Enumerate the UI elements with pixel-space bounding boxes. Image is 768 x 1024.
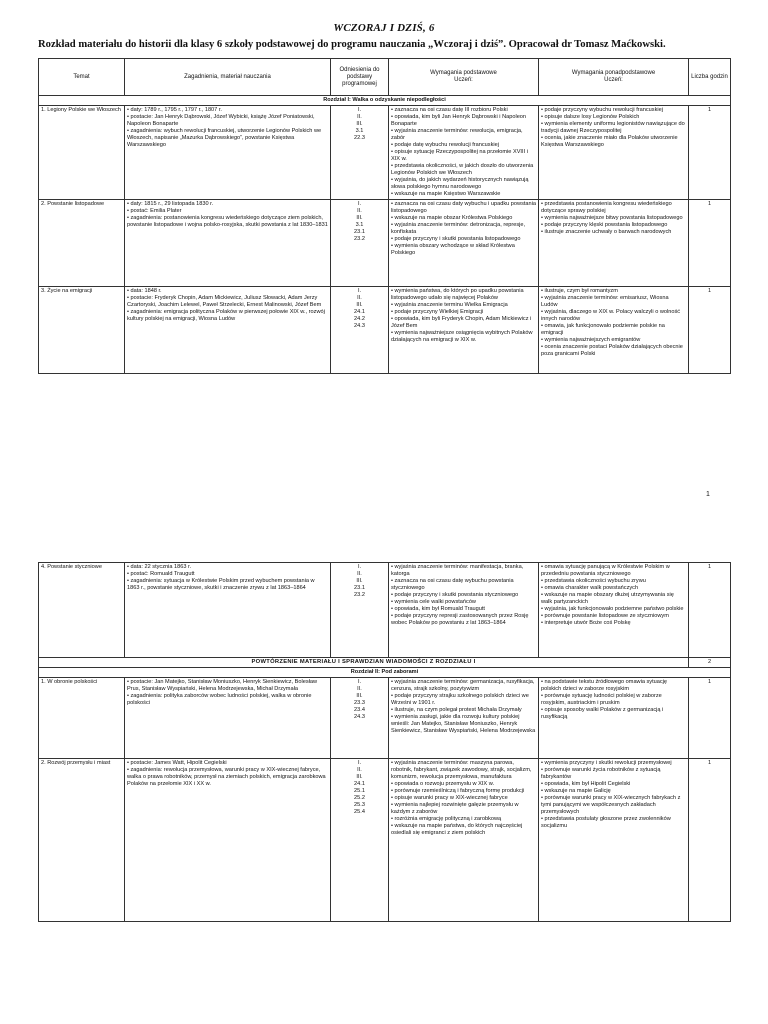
hours-cell: 1 xyxy=(689,678,731,759)
curriculum-ref: 23.4 xyxy=(354,707,365,713)
table-row xyxy=(39,200,731,287)
content-cell xyxy=(125,759,331,922)
table-row xyxy=(39,106,731,200)
curriculum-ref: I. xyxy=(357,679,362,685)
content-cell xyxy=(125,200,331,287)
curriculum-ref: 3.1 xyxy=(355,222,364,228)
hours-cell: 1 xyxy=(689,200,731,287)
requirement-line: • ocenia, jakie znaczenie miało dla Polaków utworzenie Księstwa Warszawskiego xyxy=(541,135,678,148)
content-line: • zagadnienia: emigracja polityczna Polaków w pierwszej połowie XIX w., rozwój kultury polskiej na emigracji, Wiosna Ludów xyxy=(127,309,325,322)
extended-requirements-cell xyxy=(539,287,689,374)
curriculum-ref: 25.4 xyxy=(354,809,365,815)
content-line: • daty: 1815 r., 29 listopada 1830 r. xyxy=(127,201,214,207)
requirement-line: • ocenia znaczenie postaci Polaków działających obecnie poza granicami Polski xyxy=(541,344,683,357)
topic-cell: 4. Powstanie styczniowe xyxy=(39,563,125,658)
curriculum-ref-cell xyxy=(331,678,389,759)
curriculum-ref: 3.1 xyxy=(355,128,364,134)
curriculum-ref: I. xyxy=(357,760,362,766)
requirement-line: • zaznacza na osi czasu datę III rozbioru Polski xyxy=(391,107,508,113)
requirement-line: • wymienia najważniejsze osiągnięcia wybitnych Polaków działających na emigracji w XIX w. xyxy=(391,330,533,343)
extended-requirements-cell xyxy=(539,759,689,922)
requirement-line: • wymienia obszary wchodzące w skład Królestwa Polskiego xyxy=(391,243,515,256)
table-row xyxy=(39,287,731,374)
requirement-line: • omawia, jak funkcjonowało podziemie polskie na emigracji xyxy=(541,323,665,336)
curriculum-ref: 23.1 xyxy=(354,585,365,591)
content-line: • daty: 1789 r., 1795 r., 1797 r., 1807 r. xyxy=(127,107,222,113)
requirement-line: • wyjaśnia znaczenie terminów: maszyna parowa, robotnik, fabrykant, związek zawodowy, strajk, socjalizm, komunizm, rewolucja przemysłowa, manufaktura xyxy=(391,760,532,780)
syllabus-table-page-2 xyxy=(38,562,731,922)
header-liczba: Liczba godzin xyxy=(689,59,731,96)
requirement-line: • porównuje rzemieślniczą i fabryczną formę produkcji xyxy=(391,788,525,794)
requirement-line: • wskazuje na mapie państwa, do których najczęściej osiedlali się emigranci z ziem polskich xyxy=(391,823,523,836)
curriculum-ref: 23.2 xyxy=(354,236,365,242)
requirement-line: • wymienia przyczyny i skutki rewolucji przemysłowej xyxy=(541,760,672,766)
content-cell xyxy=(125,287,331,374)
header-podstawowe xyxy=(389,59,539,96)
curriculum-ref-cell xyxy=(331,200,389,287)
requirement-line: • wymienia cele walki powstańców xyxy=(391,599,476,605)
requirement-line: • rozróżnia emigrację polityczną i zarobkową xyxy=(391,816,502,822)
curriculum-ref-cell xyxy=(331,287,389,374)
section-row xyxy=(39,96,731,106)
curriculum-ref: 23.3 xyxy=(354,700,365,706)
content-cell xyxy=(125,106,331,200)
content-line: • postacie: Fryderyk Chopin, Adam Mickiewicz, Juliusz Słowacki, Adam Jerzy Czartoryski, Joachim Lelewel, Paweł Strzelecki, Ernest Malinowski, Józef Bem xyxy=(127,295,322,308)
requirement-line: • opisuje dalsze losy Legionów Polskich xyxy=(541,114,640,120)
requirement-line: • podaje przyczyny i skutki powstania listopadowego xyxy=(391,236,521,242)
table-header-row xyxy=(39,59,731,96)
curriculum-ref-cell xyxy=(331,563,389,658)
requirement-line: • przedstawia postanowienia kongresu wiedeńskiego dotyczące sprawy polskiej xyxy=(541,201,672,214)
requirement-line: • wyjaśnia znaczenie terminów: manifestacja, branka, katorga xyxy=(391,564,524,577)
curriculum-ref: 24.2 xyxy=(354,316,365,322)
basic-requirements-cell xyxy=(389,200,539,287)
requirement-line: • porównuje warunki pracy w XIX-wiecznych fabrykach z tymi panującymi we współczesnych zakładach przemysłowych xyxy=(541,795,681,815)
requirement-line: • porównuje sytuację ludności polskiej w zaborze rosyjskim, austriackim i pruskim xyxy=(541,693,662,706)
summary-row xyxy=(39,658,731,668)
topic-cell: 3. Życie na emigracji xyxy=(39,287,125,374)
header-ponadpodstawowe xyxy=(539,59,689,96)
requirement-line: • opowiada, kim byli Jan Henryk Dąbrowski i Napoleon Bonaparte xyxy=(391,114,527,127)
section-powtorzenie: POWTÓRZENIE MATERIAŁU I SPRAWDZIAN WIADOMOŚCI Z ROZDZIAŁU I xyxy=(39,658,689,668)
curriculum-ref: II. xyxy=(357,767,362,773)
requirement-line: • zaznacza na osi czasu datę wybuchu powstania styczniowego xyxy=(391,578,514,591)
curriculum-ref: 24.1 xyxy=(354,781,365,787)
requirement-line: • podaje przyczyny i skutki powstania styczniowego xyxy=(391,592,519,598)
requirement-line: • wymienia najważniejsze bitwy powstania listopadowego xyxy=(541,215,683,221)
syllabus-table-page-1 xyxy=(38,58,731,374)
requirement-line: • wyjaśnia znaczenie terminów: detronizacja, represje, konfiskata xyxy=(391,222,526,235)
requirement-line: • podaje przyczyny klęski powstania listopadowego xyxy=(541,222,668,228)
requirement-line: • opowiada, kim byli Fryderyk Chopin, Adam Mickiewicz i Józef Bem xyxy=(391,316,532,329)
requirement-line: • wymienia najważniejszych emigrantów xyxy=(541,337,641,343)
page1-rows xyxy=(39,106,731,374)
section-rozdzial-1: Rozdział I: Walka o odzyskanie niepodległości xyxy=(39,96,731,106)
requirement-line: • przedstawia okoliczności wybuchu zrywu xyxy=(541,578,646,584)
requirement-line: • podaje przyczyny represji zastosowanych przez Rosję wobec Polaków po powstaniu z lat 1863–1864 xyxy=(391,613,529,626)
requirement-line: • opowiada, kim był Romuald Traugutt xyxy=(391,606,485,612)
curriculum-ref: II. xyxy=(357,295,362,301)
curriculum-ref: III. xyxy=(356,578,363,584)
topic-cell: 2. Powstanie listopadowe xyxy=(39,200,125,287)
curriculum-ref: II. xyxy=(357,114,362,120)
section-rozdzial-2: Rozdział II: Pod zaborami xyxy=(39,668,731,678)
hours-cell: 1 xyxy=(689,563,731,658)
extended-requirements-cell xyxy=(539,563,689,658)
requirement-line: • ilustruje znaczenie uchwały o barwach narodowych xyxy=(541,229,672,235)
curriculum-ref: I. xyxy=(357,564,362,570)
page-one xyxy=(38,22,730,374)
curriculum-ref: 24.3 xyxy=(354,323,365,329)
requirement-line: • wyjaśnia znaczenie terminów: germanizacja, rusyfikacja, cenzura, strajk szkolny, pozytywizm xyxy=(391,679,535,692)
content-line: • postacie: James Watt, Hipolit Cegielski xyxy=(127,760,227,766)
requirement-line: • wyjaśnia znaczenie terminów: emisariusz, Wiosna Ludów xyxy=(541,295,669,308)
hours-cell: 1 xyxy=(689,287,731,374)
requirement-line: • podaje przyczyny wybuchu rewolucji francuskiej xyxy=(541,107,663,113)
header-zagadnienia: Zagadnienia, materiał nauczania xyxy=(125,59,331,96)
curriculum-ref: 25.3 xyxy=(354,802,365,808)
requirement-line: • podaje przyczyny strajku szkolnego polskich dzieci we Wrześni w 1901 r. xyxy=(391,693,529,706)
requirement-line: • wskazuje na mapie obszary dłużej utrzymywania się walk partyzanckich xyxy=(541,592,674,605)
content-line: • postacie: Jan Matejko, Stanisław Moniuszko, Henryk Sienkiewicz, Bolesław Prus, Stanisław Wyspiański, Helena Modrzejewska, Michał Drzymała xyxy=(127,679,318,692)
curriculum-ref: 24.1 xyxy=(354,309,365,315)
curriculum-ref: 23.2 xyxy=(354,592,365,598)
requirement-line: • interpretuje utwór Boże coś Polskę xyxy=(541,620,631,626)
basic-requirements-cell xyxy=(389,759,539,922)
header-podstawowe-line2: Uczeń: xyxy=(454,77,473,83)
curriculum-ref: III. xyxy=(356,302,363,308)
page-two xyxy=(38,562,730,922)
hours-cell: 1 xyxy=(689,759,731,922)
requirement-line: • wyjaśnia, do jakich wydarzeń historycznych nawiązują słowa polskiego hymnu narodowego xyxy=(391,177,529,190)
content-line: • zagadnienia: sytuacja w Królestwie Polskim przed wybuchem powstania w 1863 r., powstanie styczniowe, skutki i znaczenie zrywu z lat 1863–1864 xyxy=(127,578,315,591)
curriculum-ref: III. xyxy=(356,774,363,780)
requirement-line: • podaje przyczyny Wielkiej Emigracji xyxy=(391,309,484,315)
requirement-line: • zaznacza na osi czasu daty wybuchu i upadku powstania listopadowego xyxy=(391,201,536,214)
basic-requirements-cell xyxy=(389,563,539,658)
page2-rows-b xyxy=(39,678,731,922)
extended-requirements-cell xyxy=(539,106,689,200)
curriculum-ref: 23.1 xyxy=(354,229,365,235)
curriculum-ref: III. xyxy=(356,693,363,699)
requirement-line: • przedstawia okoliczności, w jakich doszło do utworzenia Legionów Polskich we Włoszech xyxy=(391,163,534,176)
header-podstawowe-line1: Wymagania podstawowe xyxy=(430,70,497,76)
curriculum-ref: 25.2 xyxy=(354,795,365,801)
content-cell xyxy=(125,563,331,658)
curriculum-ref: II. xyxy=(357,208,362,214)
requirement-line: • wymienia państwa, do których po upadku powstania listopadowego udało się najwięcej Polaków xyxy=(391,288,524,301)
content-line: • zagadnienia: postanowienia kongresu wiedeńskiego dotyczące ziem polskich, powstanie listopadowe i wojna polsko-rosyjska, skutki powstania z lat 1830–1831 xyxy=(127,215,328,228)
curriculum-ref: II. xyxy=(357,686,362,692)
requirement-line: • omawia sytuację panującą w Królestwie Polskim w przededniu powstania styczniowego xyxy=(541,564,670,577)
content-line: • zagadnienia: polityka zaborców wobec ludności polskiej, walka w obronie polskości xyxy=(127,693,312,706)
requirement-line: • opisuje warunki pracy w XIX-wiecznej fabryce xyxy=(391,795,508,801)
requirement-line: • opisuje sposoby walki Polaków z germanizacją i rusyfikacją xyxy=(541,707,664,720)
section-row xyxy=(39,668,731,678)
requirement-line: • wskazuje na mapie Księstwo Warszawskie xyxy=(391,191,501,197)
page2-rows-a xyxy=(39,563,731,658)
header-ponad-line2: Uczeń: xyxy=(604,77,623,83)
curriculum-ref: I. xyxy=(357,201,362,207)
requirement-line: • porównuje powstanie listopadowe ze styczniowym xyxy=(541,613,669,619)
content-line: • postacie: Jan Henryk Dąbrowski, Józef Wybicki, książę Józef Poniatowski, Napoleon Bonaparte xyxy=(127,114,315,127)
topic-cell: 1. Legiony Polskie we Włoszech xyxy=(39,106,125,200)
requirement-line: • wskazuje na mapie Galicję xyxy=(541,788,611,794)
extended-requirements-cell xyxy=(539,200,689,287)
curriculum-ref: 24.3 xyxy=(354,714,365,720)
content-line: • postać: Emilia Plater xyxy=(127,208,182,214)
requirement-line: • wymienia najlepiej rozwinięte gałęzie przemysłu w każdym z zaborów xyxy=(391,802,519,815)
header-ponad-line1: Wymagania ponadpodstawowe xyxy=(571,70,656,76)
requirement-line: • wymienia elementy uniformu legionistów nawiązujące do tradycji dawnej Rzeczypospolitej xyxy=(541,121,685,134)
hours-cell: 1 xyxy=(689,106,731,200)
topic-cell: 1. W obronie polskości xyxy=(39,678,125,759)
basic-requirements-cell xyxy=(389,287,539,374)
table-row xyxy=(39,563,731,658)
curriculum-ref-cell xyxy=(331,106,389,200)
requirement-line: • przedstawia postulaty głoszone przez zwolenników socjalizmu xyxy=(541,816,671,829)
requirement-line: • wymienia zasługi, jakie dla rozwoju kultury polskiej wnieśli: Jan Matejko, Stanisław Moniuszko, Henryk Sienkiewicz, Stanisław Wyspiański, Helena Modrzejewska xyxy=(391,714,536,734)
extended-requirements-cell xyxy=(539,678,689,759)
page-number: 1 xyxy=(706,491,710,498)
content-cell xyxy=(125,678,331,759)
curriculum-ref: III. xyxy=(356,121,363,127)
content-line: • postać: Romuald Traugutt xyxy=(127,571,195,577)
requirement-line: • podaje datę wybuchu rewolucji francuskiej xyxy=(391,142,499,148)
curriculum-ref-cell xyxy=(331,759,389,922)
requirement-line: • opowiada o rozwoju przemysłu w XIX w. xyxy=(391,781,495,787)
requirement-line: • porównuje warunki życia robotników z sytuacją fabrykantów xyxy=(541,767,661,780)
header-temat: Temat xyxy=(39,59,125,96)
topic-cell: 2. Rozwój przemysłu i miast xyxy=(39,759,125,922)
requirement-line: • opowiada, kim był Hipolit Cegielski xyxy=(541,781,631,787)
requirement-line: • wyjaśnia, dlaczego w XIX w. Polacy walczyli o wolność innych narodów xyxy=(541,309,681,322)
table-row xyxy=(39,678,731,759)
requirement-line: • wyjaśnia, jak funkcjonowało podziemne państwo polskie xyxy=(541,606,684,612)
curriculum-ref: 22.3 xyxy=(354,135,365,141)
requirement-line: • wyjaśnia znaczenie terminu Wielka Emigracja xyxy=(391,302,508,308)
requirement-line: • ilustruje, czym był romantyzm xyxy=(541,288,618,294)
content-line: • zagadnienia: rewolucja przemysłowa, warunki pracy w XIX-wiecznej fabryce, walka o prawa robotników, przemysł na ziemiach polskich, emigracja zarobkowa Polaków na przełomie XIX i XX w. xyxy=(127,767,326,787)
powtorzenie-hours: 2 xyxy=(689,658,731,668)
document-subtitle: Rozkład materiału do historii dla klasy 6 szkoły podstawowej do programu nauczania „Wczoraj i dziś”. Opracował dr Tomasz Maćkowski. xyxy=(38,39,666,50)
requirement-line: • wskazuje na mapie obszar Królestwa Polskiego xyxy=(391,215,513,221)
curriculum-ref: III. xyxy=(356,215,363,221)
curriculum-ref: 25.1 xyxy=(354,788,365,794)
basic-requirements-cell xyxy=(389,678,539,759)
header-odniesienia: Odniesienia do podstawy programowej xyxy=(331,59,389,96)
content-line: • data: 1848 r. xyxy=(127,288,162,294)
requirement-line: • na podstawie tekstu źródłowego omawia sytuację polskich dzieci w zaborze rosyjskim xyxy=(541,679,668,692)
curriculum-ref: II. xyxy=(357,571,362,577)
requirement-line: • ilustruje, na czym polegał protest Michała Drzymały xyxy=(391,707,522,713)
basic-requirements-cell xyxy=(389,106,539,200)
requirement-line: • opisuje sytuację Rzeczypospolitej na przełomie XVIII i XIX w. xyxy=(391,149,528,162)
requirement-line: • omawia charakter walk powstańczych xyxy=(541,585,639,591)
curriculum-ref: I. xyxy=(357,288,362,294)
table-row xyxy=(39,759,731,922)
content-line: • data: 22 stycznia 1863 r. xyxy=(127,564,192,570)
curriculum-ref: I. xyxy=(357,107,362,113)
content-line: • zagadnienia: wybuch rewolucji francuskiej, utworzenie Legionów Polskich we Włoszech, napisanie „Mazurka Dąbrowskiego”, powstanie Księstwa Warszawskiego xyxy=(127,128,322,148)
document-title: WCZORAJ I DZIŚ, 6 xyxy=(333,22,435,34)
requirement-line: • wyjaśnia znaczenie terminów: rewolucja, emigracja, zabór xyxy=(391,128,523,141)
